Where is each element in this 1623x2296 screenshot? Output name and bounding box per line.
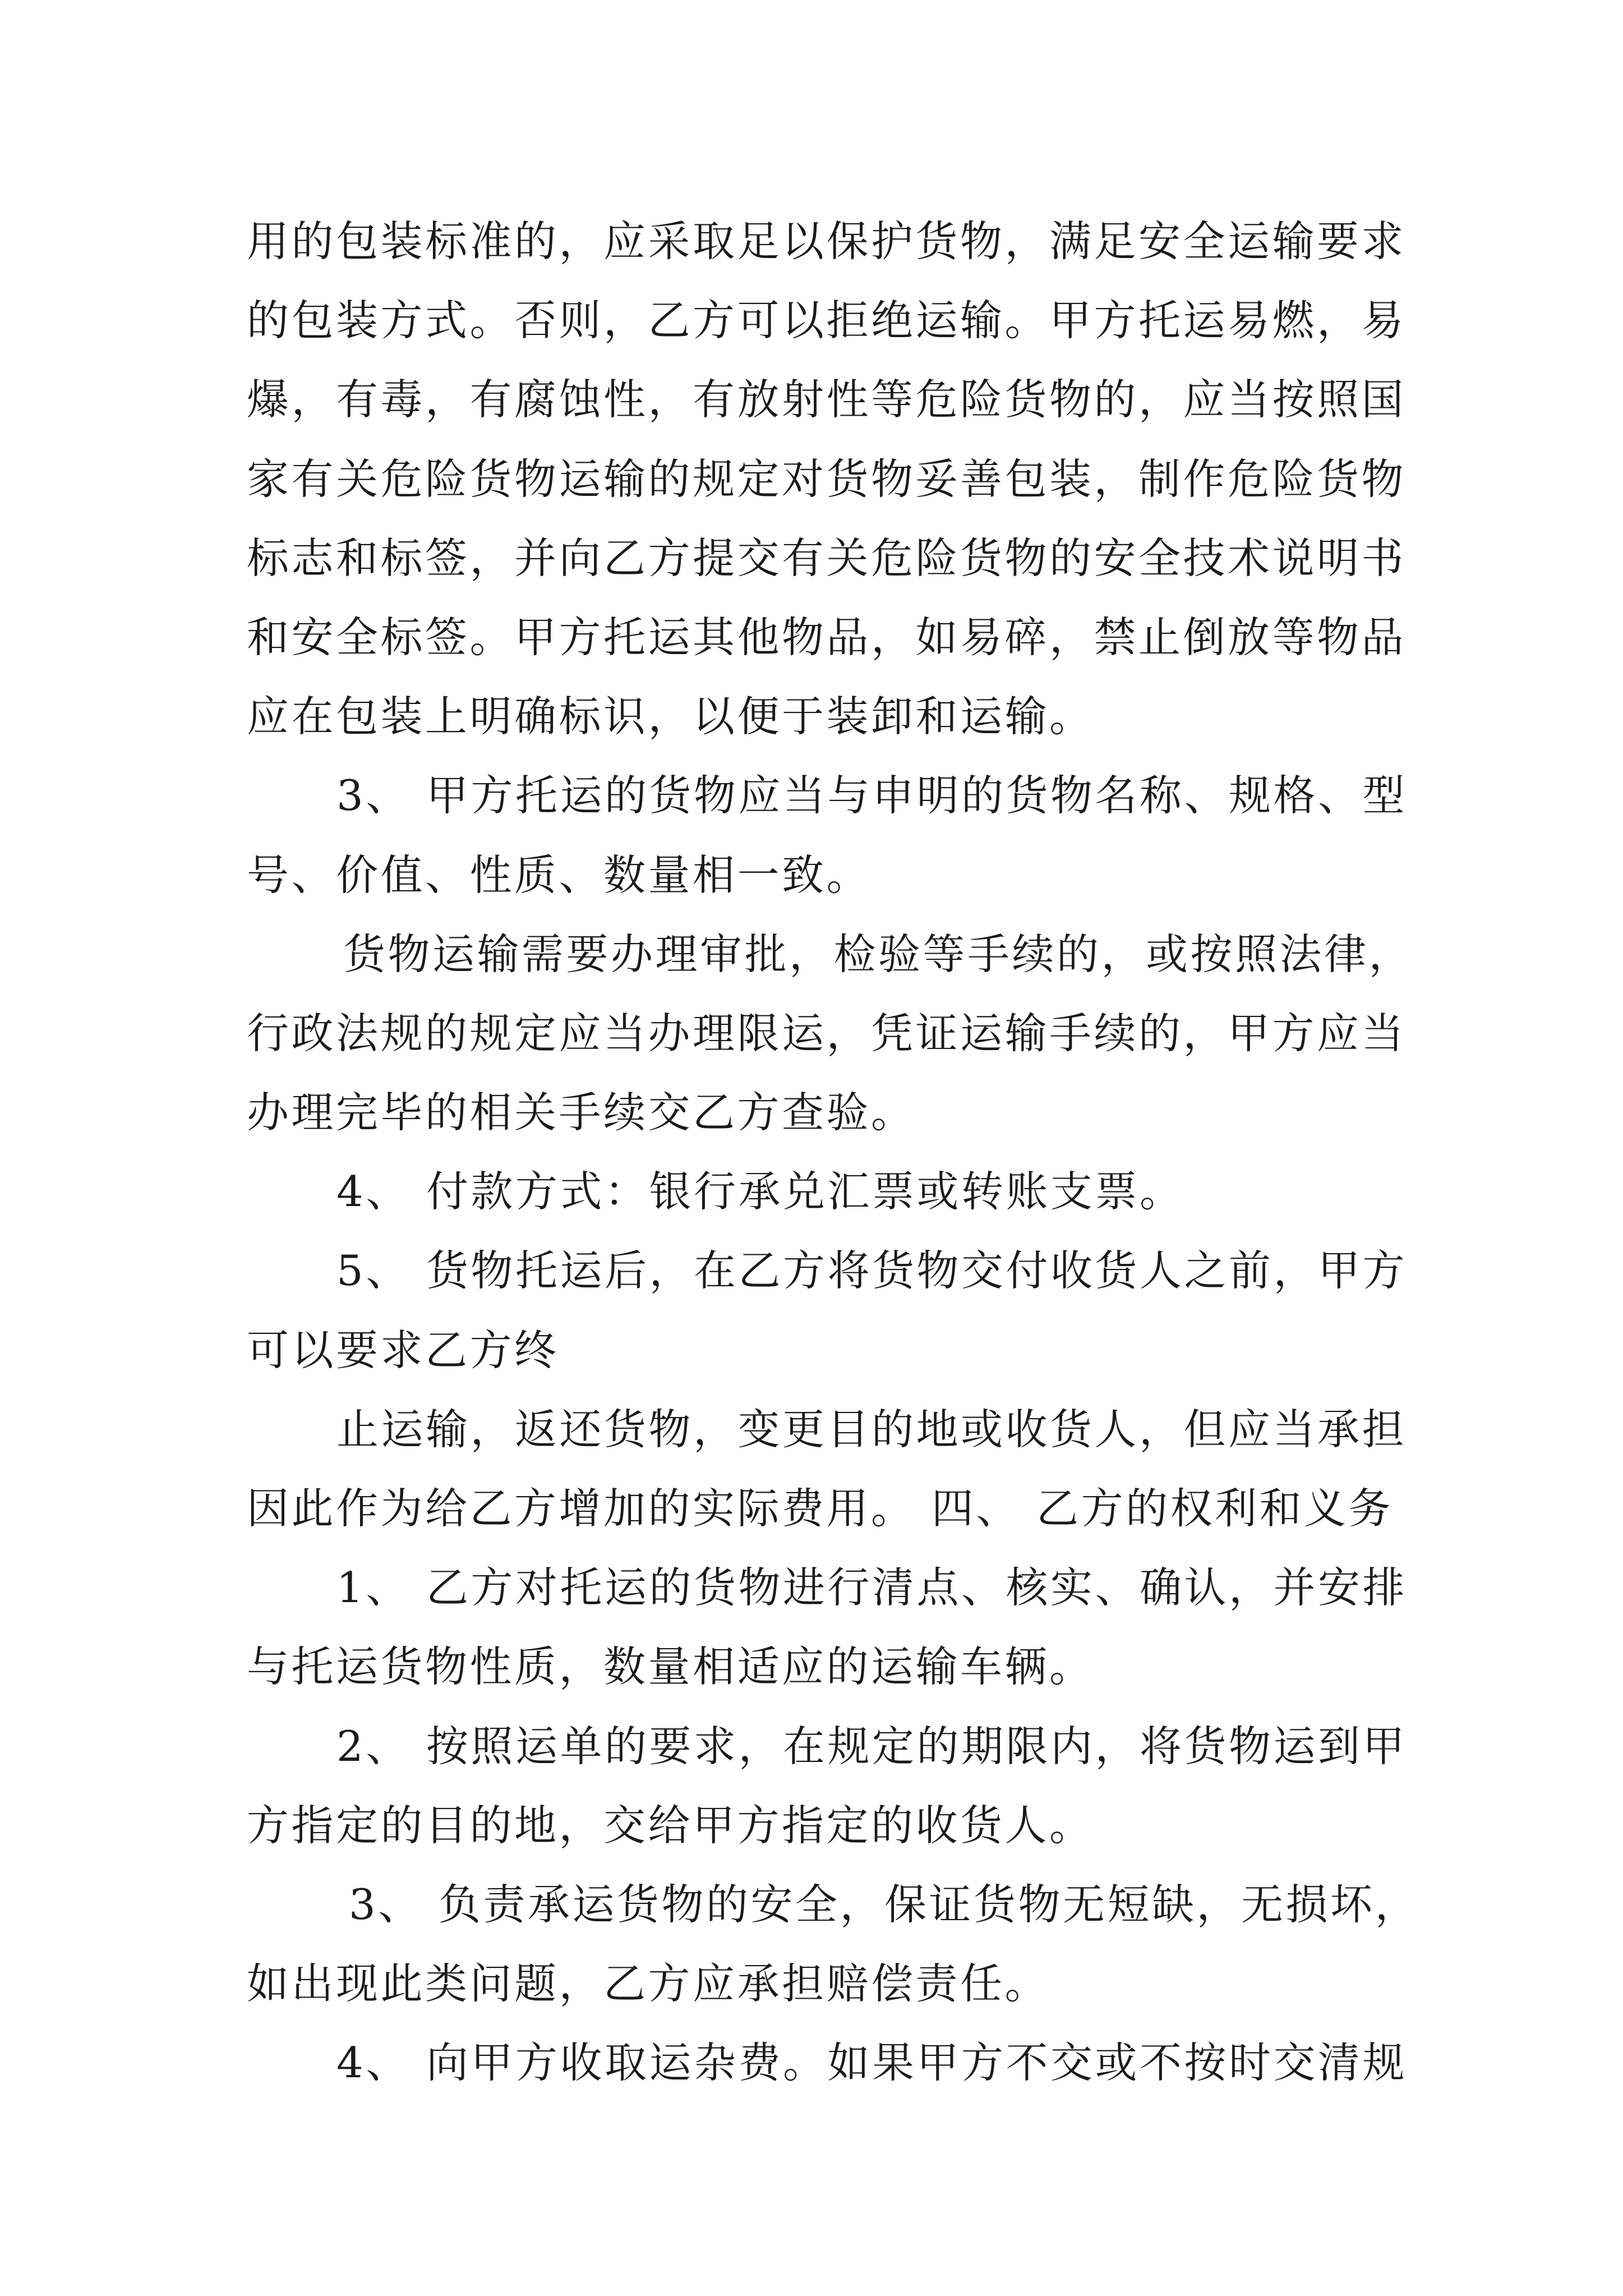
text-line-2: 的包装方式。否则，乙方可以拒绝运输。甲方托运易燃，易	[247, 296, 1407, 346]
text-line-24: 4、 向甲方收取运杂费。如果甲方不交或不按时交清规	[336, 2038, 1408, 2088]
text-line-22: 3、 负责承运货物的安全，保证货物无短缺，无损坏，	[349, 1879, 1420, 1929]
text-line-6: 和安全标签。甲方托运其他物品，如易碎，禁止倒放等物品	[247, 612, 1407, 662]
text-line-18: 1、 乙方对托运的货物进行清点、核实、确认，并安排	[336, 1563, 1408, 1613]
text-line-20: 2、 按照运单的要求，在规定的期限内，将货物运到甲	[336, 1721, 1408, 1771]
text-line-9: 号、价值、性质、数量相一致。	[247, 850, 872, 900]
text-line-16: 止运输，返还货物，变更目的地或收货人，但应当承担	[336, 1404, 1407, 1454]
text-line-13: 4、 付款方式：银行承兑汇票或转账支票。	[336, 1167, 1184, 1217]
text-line-3: 爆，有毒，有腐蚀性，有放射性等危险货物的，应当按照国	[247, 375, 1407, 425]
text-line-17: 因此作为给乙方增加的实际费用。 四、 乙方的权利和义务	[247, 1484, 1394, 1533]
text-line-4: 家有关危险货物运输的规定对货物妥善包装，制作危险货物	[247, 454, 1407, 504]
text-line-1: 用的包装标准的，应采取足以保护货物，满足安全运输要求	[247, 217, 1407, 266]
text-line-11: 行政法规的规定应当办理限运，凭证运输手续的，甲方应当	[247, 1008, 1407, 1058]
text-line-14: 5、 货物托运后，在乙方将货物交付收货人之前，甲方	[336, 1246, 1408, 1296]
text-line-21: 方指定的目的地，交给甲方指定的收货人。	[247, 1800, 1094, 1850]
document-body	[247, 202, 1430, 2103]
text-line-8: 3、 甲方托运的货物应当与申明的货物名称、规格、型	[336, 771, 1408, 821]
text-line-5: 标志和标签，并向乙方提交有关危险货物的安全技术说明书	[247, 533, 1407, 583]
text-line-19: 与托运货物性质，数量相适应的运输车辆。	[247, 1642, 1094, 1692]
text-line-15: 可以要求乙方终	[247, 1325, 559, 1375]
text-line-23: 如出现此类问题，乙方应承担赔偿责任。	[247, 1959, 1050, 2009]
text-line-10: 货物运输需要办理审批，检验等手续的，或按照法律，	[343, 929, 1414, 979]
text-line-12: 办理完毕的相关手续交乙方查验。	[247, 1088, 916, 1138]
text-line-7: 应在包装上明确标识，以便于装卸和运输。	[247, 692, 1094, 742]
